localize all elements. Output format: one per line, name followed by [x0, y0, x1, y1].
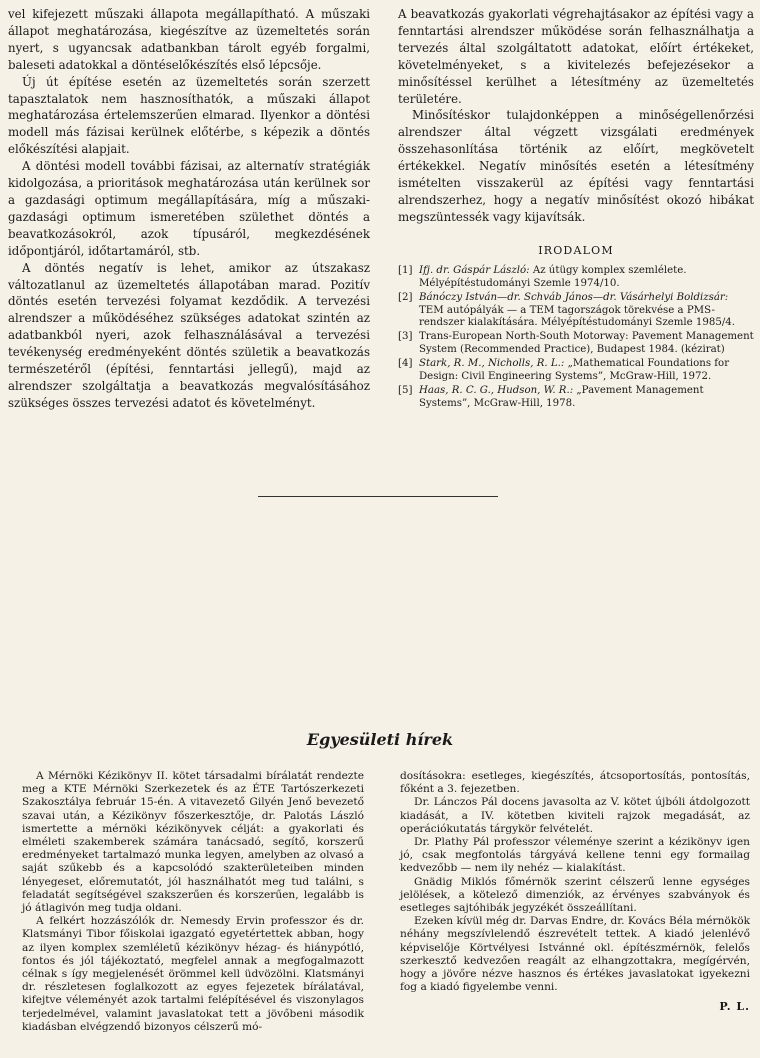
- reference-item: [398, 292, 754, 331]
- article-right-column: [398, 6, 754, 412]
- reference-authors: Ifj. dr. Gáspár László:: [419, 264, 530, 276]
- reference-authors: Stark, R. M., Nicholls, R. L.:: [419, 358, 565, 370]
- reference-number: [4]: [398, 358, 413, 370]
- reference-number: [5]: [398, 384, 413, 396]
- news-paragraph: dosításokra: esetleges, kiegészítés, átcsoportosítás, pontosítás, főként a 3. fejezetben.: [400, 770, 750, 796]
- news-right-column: [400, 770, 750, 1013]
- reference-text: [419, 265, 754, 291]
- news-left-column: [22, 770, 364, 1034]
- news-paragraph: Gnädig Miklós főmérnök szerint célszerű lenne egységes jelölések, a kötelező dimenziók, az érvényes szabványok és esetleges sajtóhibák jegyzékét összeállítani.: [400, 875, 750, 915]
- signature: P. L.: [719, 1000, 750, 1014]
- article-paragraph: Új út építése esetén az üzemeltetés során szerzett tapasztalatok nem hasznosíthatók, a műszaki állapot meghatározása értelemszerűen elmarad. Ilyenkor a döntési modell más fázisai kerülnek előtérbe, s képezik a döntés előkészítési alapjait.: [8, 74, 370, 157]
- article-paragraph: vel kifejezett műszaki állapota megállapítható. A műszaki állapot meghatározása, kiegészítve az üzemeltetés során nyert, s ugyancsak adatbankban tárolt egyéb forgalmi, baleseti adatokkal a döntéselőkészítés első lépcsője.: [8, 7, 370, 72]
- reference-text: [419, 385, 754, 411]
- news-paragraph: Dr. Lánczos Pál docens javasolta az V. kötet újbóli átdolgozott kiadását, a IV. kötetben kiviteli rajzok megadását, az operációkutatás tárgykör felvételét.: [400, 796, 750, 835]
- reference-text: [419, 358, 754, 384]
- reference-number: [3]: [398, 331, 413, 343]
- reference-title: „Mathematical Foundations for Design: Civil Engineering Systems”, McGraw-Hill, 1972.: [419, 358, 730, 383]
- news-paragraph: Ezeken kívül még dr. Darvas Endre, dr. Kovács Béla mérnökök néhány megszívlelendő észrevételt tettek. A kiadó jelenlévő képviselője Körtvélyesi Istvánné okl. építészmérnök, felelős szerkesztő kedvezően reagált az elhangzottakra, megígérvén, hogy a jövőre nézve hasznos és értékes javaslatokat igyekezni fog a kiadó figyelembe venni.: [400, 915, 750, 994]
- news-paragraph: Dr. Plathy Pál professzor véleménye szerint a kézikönyv igen jó, csak megfontolás tárgyává kellene tenni egy formailag kedvezőbb — nem ily nehéz — kialakítást.: [400, 836, 750, 875]
- reference-text: [419, 331, 754, 357]
- references-heading: IRODALOM: [538, 243, 614, 257]
- reference-item: [398, 385, 754, 411]
- section-divider: [258, 496, 498, 497]
- reference-title: Trans-European North-South Motorway: Pavement Management System (Recommended Practice), Budapest 1984. (kézirat): [419, 331, 754, 356]
- article-paragraph: Minősítéskor tulajdonképpen a minőségellenőrzési alrendszer által végzett vizsgálati eredmények összehasonlítása történik az előírt, megkövetelt értékekkel. Negatív minősítés esetén a létesítmény ismételten visszakerül az építési vagy fenntartási alrendszerhez, hogy a negatív minősítést okozó hibákat megszüntessék vagy kijavítsák.: [398, 108, 754, 224]
- section-title: Egyesületi hírek: [306, 730, 454, 749]
- article-paragraph: A beavatkozás gyakorlati végrehajtásakor az építési vagy a fenntartási alrendszer működése során felhasználhatja a tervezés által szolgáltatott adatokat, előírt értékeket, követelményeket, s a kivitelezés befejezésekor a minősítéssel kerülhet a létesítmény az üzemeltetés területére.: [398, 7, 754, 106]
- reference-title: „Pavement Management Systems”, McGraw-Hill, 1978.: [419, 384, 704, 409]
- news-paragraph: A Mérnöki Kézikönyv II. kötet társadalmi bírálatát rendezte meg a KTE Mérnöki Szerkezetek és az ÉTE Tartószerkezeti Szakosztálya február 15-én. A vitavezető Gilyén Jenő bevezető szavai után, a Kézikönyv főszerkesztője, dr. Palotás László ismertette a mérnöki kézikönyvek célját: a gyakorlati és elméleti szakemberek számára tanácsadó, segítő, korszerű eredményeket tartalmazó munka legyen, amelyben az olvasó a saját szűkebb és a kapcsolódó szakterületeiben minden lényegeset, előremutatót, jól használhatót meg tud találni, s feladatát segítségével szakszerűen és korszerűen, legalább is jó átlagivón meg tudja oldani.: [22, 770, 364, 915]
- reference-authors: Haas, R. C. G., Hudson, W. R.:: [419, 384, 574, 396]
- reference-text: [419, 292, 754, 331]
- reference-item: [398, 265, 754, 291]
- reference-number: [2]: [398, 291, 413, 303]
- article-paragraph: A döntési modell további fázisai, az alternatív stratégiák kidolgozása, a prioritások meghatározása után kerülnek sor a gazdasági optimum megállapítására, míg a műszaki-gazdasági optimum ismeretében születhet döntés a beavatkozásokról, azok típusáról, megkezdésének időpontjáról, időtartamáról, stb.: [8, 159, 370, 258]
- references-list: [398, 265, 754, 411]
- news-paragraph: A felkért hozzászólók dr. Nemesdy Ervin professzor és dr. Klatsmányi Tibor főiskolai igazgató egyetértettek abban, hogy az ilyen komplex szemléletű kézikönyv hézag- és hiánypótló, fontos és jól tájékoztató, megfelel annak a megfogalmazott célnak s így megjelenését örömmel kell üdvözölni. Klatsmányi dr. részletesen foglalkozott az egyes fejezetek bírálatával, kifejtve véleményét azok tartalmi felépítésével és viszonylagos terjedelmével, valamint javaslatokat tett a jövőbeni második kiadásban elvégzendő bizonyos célszerű mó-: [22, 915, 364, 1033]
- article-paragraph: A döntés negatív is lehet, amikor az útszakasz változatlanul az üzemeltetés állapotában marad. Pozitív döntés esetén tervezési folyamat kezdődik. A tervezési alrendszer a működéséhez szükséges adatokat szintén az adatbankból nyeri, azok felhasználásával a tervezési tevékenység eredményeként döntés születik a beavatkozás természetéről (építési, fenntartási jellegű), majd az alrendszer szolgáltatja a beavatkozás megvalósításához szükséges összes tervezési adatot és követelményt.: [8, 260, 370, 410]
- reference-title: TEM autópályák — a TEM tagországok törekvése a PMS-rendszer kialakítására. Mélyépítéstudományi Szemle 1985/4.: [419, 304, 736, 329]
- reference-item: [398, 358, 754, 384]
- reference-authors: Bánóczy István—dr. Schváb János—dr. Vásárhelyi Boldizsár:: [419, 291, 729, 303]
- reference-item: [398, 331, 754, 357]
- reference-number: [1]: [398, 264, 413, 276]
- article-left-column: [8, 6, 370, 412]
- reference-title: Az útügy komplex szemlélete. Mélyépítéstudományi Szemle 1974/10.: [419, 264, 687, 289]
